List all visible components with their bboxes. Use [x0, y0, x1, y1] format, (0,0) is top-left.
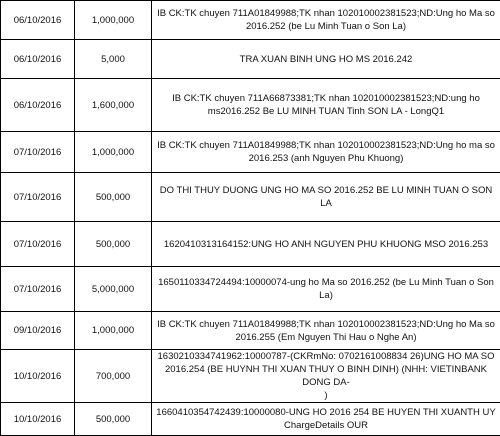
- table-row: [1, 222, 500, 267]
- description-line: ChargeDetails OUR: [155, 419, 497, 432]
- table-row: [1, 312, 500, 350]
- description-line: IB CK:TK chuyen 711A01849988;TK nhan 102010002381523;ND:Ung ho ma so: [155, 139, 497, 152]
- description-cell: [152, 312, 500, 350]
- table-row: [1, 1, 500, 40]
- date-cell: 07/10/2016: [1, 222, 75, 267]
- description-cell: [152, 403, 500, 436]
- description-line: ms2016.252 Be LU MINH TUAN Tinh SON LA - LongQ1: [155, 105, 497, 118]
- amount-cell: 5,000: [75, 40, 152, 79]
- description-cell: [152, 173, 500, 222]
- description-line: 1660410354742439:10000080-UNG HO 2016 254 BE HUYEN THI XUANTH UY: [155, 406, 497, 419]
- description-line: IB CK:TK chuyen 711A66873381;TK nhan 102010002381523;ND:ung ho: [155, 92, 497, 105]
- description-cell: [152, 40, 500, 79]
- amount-cell: 700,000: [75, 350, 152, 403]
- description-cell: [152, 267, 500, 312]
- date-cell: 07/10/2016: [1, 132, 75, 173]
- date-cell: 07/10/2016: [1, 267, 75, 312]
- amount-cell: 1,000,000: [75, 312, 152, 350]
- date-cell: 10/10/2016: [1, 350, 75, 403]
- amount-cell: 500,000: [75, 173, 152, 222]
- description-line: IB CK:TK chuyen 711A01849988;TK nhan 102010002381523;ND:Ung ho Ma so: [155, 318, 497, 331]
- amount-cell: 1,600,000: [75, 79, 152, 132]
- date-cell: 06/10/2016: [1, 1, 75, 40]
- amount-cell: 1,000,000: [75, 1, 152, 40]
- date-cell: 06/10/2016: [1, 40, 75, 79]
- table-row: [1, 40, 500, 79]
- ledger-body: [1, 1, 500, 436]
- description-line: 2016.253 (anh Nguyen Phu Khuong): [155, 152, 497, 165]
- description-line: 1630210334741962:10000787-(CKRmNo: 0702161008834 26)UNG HO MA SO: [155, 350, 497, 363]
- description-line: 2016.255 (Em Nguyen Thi Hau o Nghe An): [155, 331, 497, 344]
- description-cell: [152, 222, 500, 267]
- table-row: [1, 173, 500, 222]
- description-line: 2016.254 (BE HUYNH THI XUAN THUY O BINH DINH) (NHH: VIETINBANK DONG DA-: [155, 363, 497, 389]
- date-cell: 10/10/2016: [1, 403, 75, 436]
- description-cell: [152, 132, 500, 173]
- description-cell: [152, 1, 500, 40]
- date-cell: 09/10/2016: [1, 312, 75, 350]
- description-line: 1650110334724494:10000074-ung ho Ma so 2016.252 (be Lu Minh Tuan o Son: [155, 276, 497, 289]
- amount-cell: 500,000: [75, 403, 152, 436]
- table-row: [1, 132, 500, 173]
- description-line: TRA XUAN BINH UNG HO MS 2016.242: [155, 53, 497, 66]
- description-line: La): [155, 289, 497, 302]
- table-row: [1, 267, 500, 312]
- amount-cell: 500,000: [75, 222, 152, 267]
- description-line: 1620410313164152:UNG HO ANH NGUYEN PHU KHUONG MSO 2016.253: [155, 238, 497, 251]
- table-row: [1, 350, 500, 403]
- date-cell: 06/10/2016: [1, 79, 75, 132]
- table-row: [1, 79, 500, 132]
- amount-cell: 1,000,000: [75, 132, 152, 173]
- description-line: ): [155, 389, 497, 402]
- description-cell: [152, 79, 500, 132]
- amount-cell: 5,000,000: [75, 267, 152, 312]
- date-cell: 07/10/2016: [1, 173, 75, 222]
- table-row: [1, 403, 500, 436]
- description-cell: [152, 350, 500, 403]
- description-line: IB CK:TK chuyen 711A01849988;TK nhan 102010002381523;ND:Ung ho Ma so: [155, 7, 497, 20]
- description-line: 2016.252 (be Lu Minh Tuan o Son La): [155, 20, 497, 33]
- description-line: DO THI THUY DUONG UNG HO MA SO 2016.252 BE LU MINH TUAN O SON LA: [155, 184, 497, 210]
